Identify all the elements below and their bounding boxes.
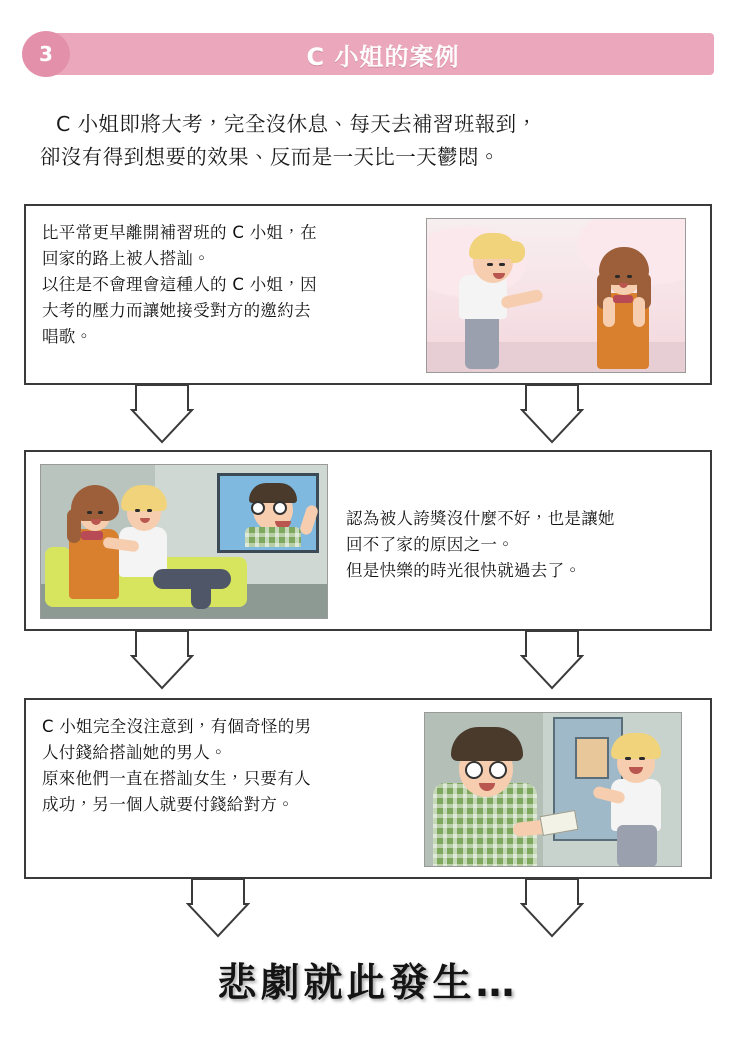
page-title: C 小姐的案例 — [306, 42, 460, 71]
panel-3-line-1: C 小姐完全沒注意到，有個奇怪的男 — [42, 717, 312, 736]
footer — [0, 952, 736, 1008]
panel-1-line-1: 比平常更早離開補習班的 C 小姐，在 — [42, 223, 317, 242]
intro-line-2: 卻沒有得到想要的效果、反而是一天比一天鬱悶。 — [40, 145, 500, 169]
illustration-street-pickup — [426, 218, 686, 373]
story-panel-3 — [24, 698, 712, 879]
header-bar — [52, 33, 714, 75]
illustration-hallway-payment — [424, 712, 682, 867]
panel-1-text — [26, 206, 426, 383]
flow-arrow-6 — [520, 878, 584, 940]
section-number: 3 — [39, 42, 53, 66]
flow-arrow-3 — [130, 630, 194, 692]
panel-1-line-3: 以往是不會理會這種人的 C 小姐，因 — [42, 275, 317, 294]
panel-3-line-4: 成功，另一個人就要付錢給對方。 — [42, 795, 294, 814]
section-number-badge — [22, 31, 70, 77]
intro-line-1: C 小姐即將大考，完全沒休息、每天去補習班報到， — [56, 112, 538, 136]
panel-1-line-5: 唱歌。 — [42, 327, 93, 346]
panel-2-line-3: 但是快樂的時光很快就過去了。 — [346, 561, 582, 580]
panel-3-line-3: 原來他們一直在搭訕女生，只要有人 — [42, 769, 311, 788]
panel-2-line-2: 回不了家的原因之一。 — [346, 535, 514, 554]
flow-arrow-5 — [186, 878, 250, 940]
panel-1-line-4: 大考的壓力而讓她接受對方的邀約去 — [42, 301, 311, 320]
story-panel-2 — [24, 450, 712, 631]
panel-3-text — [26, 700, 424, 877]
illustration-sofa-karaoke — [40, 464, 328, 619]
page-header — [22, 33, 714, 75]
flow-arrow-4 — [520, 630, 584, 692]
story-panel-1 — [24, 204, 712, 385]
panel-2-line-1: 認為被人誇獎沒什麼不好，也是讓她 — [346, 509, 615, 528]
footer-text: 悲劇就此發生… — [217, 961, 519, 1006]
panel-2-text — [328, 452, 688, 629]
panel-1-line-2: 回家的路上被人搭訕。 — [42, 249, 210, 268]
flow-arrow-2 — [520, 384, 584, 446]
intro-paragraph — [40, 108, 700, 174]
flow-arrow-1 — [130, 384, 194, 446]
panel-3-line-2: 人付錢給搭訕她的男人。 — [42, 743, 227, 762]
